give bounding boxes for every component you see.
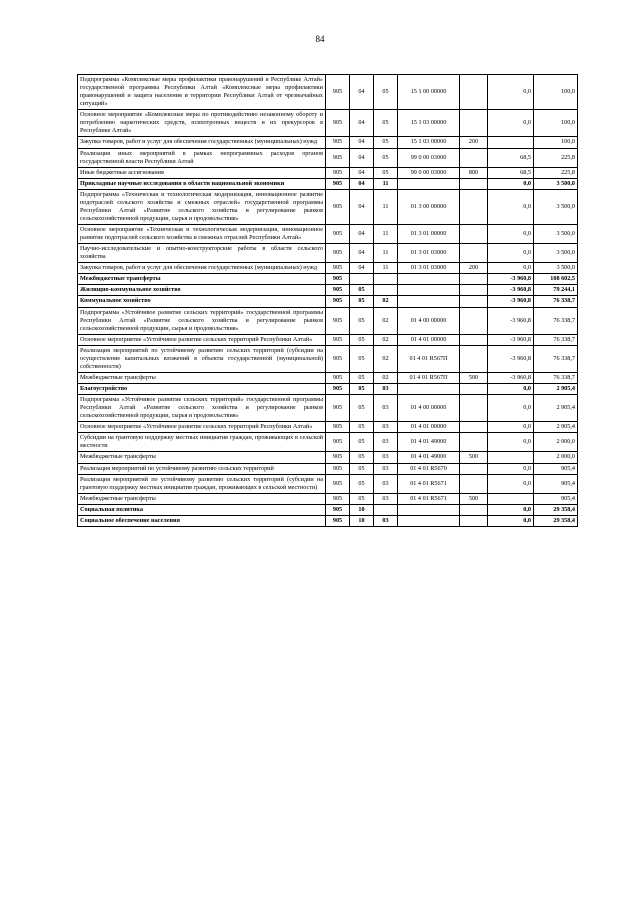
table-row	[78, 452, 578, 463]
row-section-code: 05	[350, 422, 374, 433]
row-change-amount: -3 960,8	[488, 307, 534, 334]
row-subsection-code: 05	[374, 110, 398, 137]
table-row	[78, 167, 578, 178]
row-total-amount: 3 500,0	[534, 244, 578, 263]
row-expense-type: 200	[460, 263, 488, 274]
row-name: Социальная политика	[78, 504, 326, 515]
row-target-article	[398, 274, 460, 285]
row-name: Межбюджетные трансферты	[78, 274, 326, 285]
budget-table	[77, 74, 578, 527]
table-row	[78, 178, 578, 189]
row-section-code: 05	[350, 345, 374, 372]
row-total-amount: 905,4	[534, 493, 578, 504]
row-subsection-code: 03	[374, 515, 398, 526]
row-name: Подпрограмма «Устойчивое развитие сельских территорий» государственной программы Республики Алтай «Развитие сельского хозяйства и регулирование рынков сельскохозяйственной продукции, сырья и продовольствия»	[78, 307, 326, 334]
row-grbs-code: 905	[326, 274, 350, 285]
row-name: Коммунальное хозяйство	[78, 296, 326, 307]
row-target-article: 01 3 01 03000	[398, 244, 460, 263]
row-expense-type	[460, 463, 488, 474]
row-total-amount: 76 338,7	[534, 334, 578, 345]
row-total-amount: 76 338,7	[534, 345, 578, 372]
row-target-article	[398, 384, 460, 395]
row-target-article	[398, 285, 460, 296]
row-subsection-code: 11	[374, 225, 398, 244]
row-subsection-code: 11	[374, 263, 398, 274]
row-total-amount: 76 338,7	[534, 296, 578, 307]
row-subsection-code: 03	[374, 493, 398, 504]
row-name: Подпрограмма «Комплексные меры профилактики правонарушений в Республике Алтай» государственной программы Республики Алтай «Комплексные меры профилактики правонарушений и защита населения и территории Республики Алтай от чрезвычайных ситуаций»	[78, 75, 326, 110]
row-expense-type	[460, 296, 488, 307]
row-subsection-code: 11	[374, 178, 398, 189]
row-total-amount: 79 244,1	[534, 285, 578, 296]
row-subsection-code	[374, 274, 398, 285]
row-section-code: 05	[350, 474, 374, 493]
table-row	[78, 274, 578, 285]
row-expense-type: 200	[460, 137, 488, 148]
row-expense-type	[460, 334, 488, 345]
row-expense-type: 500	[460, 493, 488, 504]
table-row	[78, 285, 578, 296]
row-target-article: 01 4 00 00000	[398, 395, 460, 422]
table-row	[78, 148, 578, 167]
table-row	[78, 225, 578, 244]
page-number: 84	[315, 34, 325, 44]
row-subsection-code	[374, 504, 398, 515]
row-change-amount: 68,5	[488, 148, 534, 167]
row-name: Основное мероприятие «Комплексные меры по противодействию незаконному обороту и потреблению наркотических средств, психотропных веществ и их прекурсоров в Республике Алтай»	[78, 110, 326, 137]
row-change-amount: 0,0	[488, 110, 534, 137]
row-section-code: 05	[350, 395, 374, 422]
row-change-amount: 0,0	[488, 263, 534, 274]
row-change-amount	[488, 137, 534, 148]
row-expense-type	[460, 189, 488, 224]
row-target-article: 01 4 01 R567П	[398, 372, 460, 383]
row-target-article: 01 3 01 00000	[398, 225, 460, 244]
row-subsection-code: 02	[374, 372, 398, 383]
row-expense-type	[460, 433, 488, 452]
row-expense-type	[460, 474, 488, 493]
row-section-code: 04	[350, 110, 374, 137]
row-section-code: 10	[350, 504, 374, 515]
row-subsection-code: 05	[374, 75, 398, 110]
row-target-article: 01 4 01 R5670	[398, 463, 460, 474]
table-row	[78, 493, 578, 504]
row-total-amount: 3 500,0	[534, 178, 578, 189]
row-change-amount: 0,0	[488, 463, 534, 474]
row-section-code: 04	[350, 178, 374, 189]
row-change-amount: -3 960,8	[488, 334, 534, 345]
row-change-amount: -3 960,8	[488, 372, 534, 383]
row-name: Прикладные научные исследования в области национальной экономики	[78, 178, 326, 189]
table-row	[78, 307, 578, 334]
table-row	[78, 334, 578, 345]
row-target-article: 01 4 01 R567П	[398, 345, 460, 372]
row-section-code	[350, 274, 374, 285]
table-row	[78, 110, 578, 137]
row-total-amount: 2 000,0	[534, 452, 578, 463]
row-total-amount: 2 905,4	[534, 422, 578, 433]
row-total-amount: 3 500,0	[534, 263, 578, 274]
row-expense-type	[460, 515, 488, 526]
row-section-code: 05	[350, 285, 374, 296]
table-row	[78, 463, 578, 474]
row-grbs-code: 905	[326, 148, 350, 167]
row-total-amount: 905,4	[534, 474, 578, 493]
row-total-amount: 2 000,0	[534, 433, 578, 452]
row-total-amount: 76 338,7	[534, 307, 578, 334]
row-target-article	[398, 296, 460, 307]
row-target-article: 15 1 00 00000	[398, 75, 460, 110]
row-target-article: 01 3 01 03000	[398, 263, 460, 274]
row-name: Социальное обеспечение населения	[78, 515, 326, 526]
row-target-article: 01 3 00 00000	[398, 189, 460, 224]
row-total-amount: 76 338,7	[534, 372, 578, 383]
row-grbs-code: 905	[326, 307, 350, 334]
table-row	[78, 189, 578, 224]
row-section-code: 05	[350, 307, 374, 334]
row-name: Основное мероприятие «Устойчивое развитие сельских территорий Республики Алтай»	[78, 334, 326, 345]
row-subsection-code: 03	[374, 422, 398, 433]
row-target-article: 01 4 01 R5671	[398, 493, 460, 504]
table-row	[78, 384, 578, 395]
row-grbs-code: 905	[326, 244, 350, 263]
row-total-amount: 100,0	[534, 75, 578, 110]
row-expense-type: 800	[460, 167, 488, 178]
row-subsection-code: 03	[374, 395, 398, 422]
row-name: Благоустройство	[78, 384, 326, 395]
row-grbs-code: 905	[326, 334, 350, 345]
row-grbs-code: 905	[326, 422, 350, 433]
table-row	[78, 474, 578, 493]
row-target-article: 01 4 01 00000	[398, 334, 460, 345]
row-name: Подпрограмма «Устойчивое развитие сельских территорий» государственной программы Республики Алтай «Развитие сельского хозяйства и регулирование рынков сельскохозяйственной продукции, сырья и продовольствия»	[78, 395, 326, 422]
row-target-article: 01 4 00 00000	[398, 307, 460, 334]
row-target-article: 01 4 01 R5671	[398, 474, 460, 493]
table-row	[78, 263, 578, 274]
row-name: Основное мероприятие «Устойчивое развитие сельских территорий Республики Алтай»	[78, 422, 326, 433]
row-change-amount: -3 960,8	[488, 345, 534, 372]
row-grbs-code: 905	[326, 493, 350, 504]
row-grbs-code: 905	[326, 189, 350, 224]
row-change-amount	[488, 493, 534, 504]
row-grbs-code: 905	[326, 285, 350, 296]
row-change-amount: 0,0	[488, 384, 534, 395]
table-row	[78, 515, 578, 526]
row-section-code: 04	[350, 189, 374, 224]
row-expense-type	[460, 422, 488, 433]
row-subsection-code: 02	[374, 334, 398, 345]
row-grbs-code: 905	[326, 463, 350, 474]
row-total-amount: 29 358,4	[534, 515, 578, 526]
row-grbs-code: 905	[326, 137, 350, 148]
row-subsection-code: 05	[374, 137, 398, 148]
row-grbs-code: 905	[326, 110, 350, 137]
row-change-amount: 0,0	[488, 244, 534, 263]
row-change-amount: -3 960,8	[488, 274, 534, 285]
row-target-article	[398, 178, 460, 189]
row-section-code: 05	[350, 452, 374, 463]
row-name: Жилищно-коммунальное хозяйство	[78, 285, 326, 296]
row-subsection-code: 03	[374, 452, 398, 463]
row-total-amount: 108 602,5	[534, 274, 578, 285]
row-subsection-code: 05	[374, 148, 398, 167]
row-section-code: 05	[350, 463, 374, 474]
row-target-article: 15 1 03 00000	[398, 110, 460, 137]
row-name: Межбюджетные трансферты	[78, 452, 326, 463]
row-section-code: 04	[350, 167, 374, 178]
row-section-code: 05	[350, 433, 374, 452]
row-expense-type	[460, 395, 488, 422]
row-expense-type	[460, 225, 488, 244]
row-target-article	[398, 504, 460, 515]
row-subsection-code: 05	[374, 167, 398, 178]
row-target-article: 01 4 01 49000	[398, 452, 460, 463]
row-grbs-code: 905	[326, 178, 350, 189]
row-subsection-code: 11	[374, 189, 398, 224]
row-name: Субсидии на грантовую поддержку местных инициатив граждан, проживающих в сельской местности	[78, 433, 326, 452]
row-expense-type: 500	[460, 372, 488, 383]
row-name: Иные бюджетные ассигнования	[78, 167, 326, 178]
budget-table-body	[78, 75, 578, 527]
row-subsection-code	[374, 285, 398, 296]
row-section-code: 04	[350, 263, 374, 274]
row-grbs-code: 905	[326, 504, 350, 515]
row-change-amount: 0,0	[488, 178, 534, 189]
row-grbs-code: 905	[326, 75, 350, 110]
row-subsection-code: 02	[374, 307, 398, 334]
table-row	[78, 296, 578, 307]
row-subsection-code: 03	[374, 463, 398, 474]
row-subsection-code: 03	[374, 433, 398, 452]
row-total-amount: 29 358,4	[534, 504, 578, 515]
row-section-code: 05	[350, 334, 374, 345]
row-name: Закупка товаров, работ и услуг для обеспечения государственных (муниципальных) нужд	[78, 263, 326, 274]
row-expense-type	[460, 504, 488, 515]
row-section-code: 04	[350, 75, 374, 110]
row-expense-type	[460, 75, 488, 110]
row-expense-type	[460, 345, 488, 372]
row-target-article: 99 0 00 03000	[398, 167, 460, 178]
row-change-amount: 0,0	[488, 189, 534, 224]
row-total-amount: 100,0	[534, 110, 578, 137]
row-grbs-code: 905	[326, 345, 350, 372]
row-target-article: 15 1 03 00000	[398, 137, 460, 148]
row-subsection-code: 02	[374, 345, 398, 372]
row-grbs-code: 905	[326, 474, 350, 493]
row-section-code: 05	[350, 384, 374, 395]
row-name: Научно-исследовательские и опытно-конструкторские работы в области сельского хозяйства	[78, 244, 326, 263]
row-subsection-code: 03	[374, 384, 398, 395]
row-change-amount: 0,0	[488, 422, 534, 433]
row-target-article: 99 0 00 03000	[398, 148, 460, 167]
table-row	[78, 504, 578, 515]
row-section-code: 04	[350, 225, 374, 244]
row-expense-type	[460, 110, 488, 137]
table-row	[78, 137, 578, 148]
row-section-code: 05	[350, 493, 374, 504]
row-change-amount: 0,0	[488, 504, 534, 515]
row-expense-type	[460, 148, 488, 167]
row-grbs-code: 905	[326, 515, 350, 526]
row-total-amount: 2 905,4	[534, 395, 578, 422]
row-expense-type	[460, 307, 488, 334]
row-section-code: 04	[350, 148, 374, 167]
row-grbs-code: 905	[326, 225, 350, 244]
row-total-amount: 905,4	[534, 463, 578, 474]
row-total-amount: 225,8	[534, 148, 578, 167]
row-grbs-code: 905	[326, 296, 350, 307]
row-name: Реализация мероприятий по устойчивому развитию сельских территорий (субсидии на грантовую поддержку местных инициатив граждан, проживающих в сельской местности)	[78, 474, 326, 493]
row-expense-type	[460, 384, 488, 395]
row-name: Реализация иных мероприятий в рамках непрограммных расходов органов государственной власти Республики Алтай	[78, 148, 326, 167]
row-subsection-code: 02	[374, 296, 398, 307]
row-grbs-code: 905	[326, 395, 350, 422]
row-grbs-code: 905	[326, 263, 350, 274]
row-section-code: 05	[350, 296, 374, 307]
row-change-amount: -3 960,8	[488, 285, 534, 296]
row-section-code: 04	[350, 244, 374, 263]
row-change-amount: 0,0	[488, 75, 534, 110]
table-row	[78, 395, 578, 422]
row-section-code: 04	[350, 137, 374, 148]
row-name: Межбюджетные трансферты	[78, 493, 326, 504]
row-name: Реализация мероприятий по устойчивому развитию сельских территорий	[78, 463, 326, 474]
row-expense-type	[460, 178, 488, 189]
table-row	[78, 244, 578, 263]
row-name: Основное мероприятие «Техническая и технологическая модернизация, инновационное развитие подотраслей сельского хозяйства и смежных отраслей Республики Алтай»	[78, 225, 326, 244]
row-expense-type	[460, 274, 488, 285]
row-expense-type: 500	[460, 452, 488, 463]
table-row	[78, 372, 578, 383]
row-name: Подпрограмма «Техническая и технологическая модернизация, инновационное развитие подотраслей сельского хозяйства и смежных отраслей» государственной программы Республики Алтай «Развитие сельского хозяйства и регулирование рынков сельскохозяйственной продукции, сырья и продовольствия»	[78, 189, 326, 224]
row-name: Закупка товаров, работ и услуг для обеспечения государственных (муниципальных) нужд	[78, 137, 326, 148]
row-name: Межбюджетные трансферты	[78, 372, 326, 383]
row-change-amount: 0,0	[488, 515, 534, 526]
row-grbs-code: 905	[326, 452, 350, 463]
row-subsection-code: 03	[374, 474, 398, 493]
row-grbs-code: 905	[326, 372, 350, 383]
row-grbs-code: 905	[326, 384, 350, 395]
row-total-amount: 2 905,4	[534, 384, 578, 395]
row-change-amount: 0,0	[488, 225, 534, 244]
row-total-amount: 225,8	[534, 167, 578, 178]
row-change-amount: -3 960,8	[488, 296, 534, 307]
row-grbs-code: 905	[326, 167, 350, 178]
row-change-amount: 0,0	[488, 433, 534, 452]
row-change-amount	[488, 452, 534, 463]
row-total-amount: 100,0	[534, 137, 578, 148]
table-row	[78, 75, 578, 110]
row-subsection-code: 11	[374, 244, 398, 263]
row-target-article: 01 4 01 00000	[398, 422, 460, 433]
row-change-amount: 0,0	[488, 474, 534, 493]
row-change-amount: 68,5	[488, 167, 534, 178]
row-target-article	[398, 515, 460, 526]
row-section-code: 05	[350, 372, 374, 383]
row-target-article: 01 4 01 49000	[398, 433, 460, 452]
row-total-amount: 3 500,0	[534, 189, 578, 224]
row-section-code: 10	[350, 515, 374, 526]
row-expense-type	[460, 244, 488, 263]
row-expense-type	[460, 285, 488, 296]
table-row	[78, 422, 578, 433]
row-total-amount: 3 500,0	[534, 225, 578, 244]
table-row	[78, 345, 578, 372]
row-change-amount: 0,0	[488, 395, 534, 422]
row-grbs-code: 905	[326, 433, 350, 452]
table-row	[78, 433, 578, 452]
row-name: Реализация мероприятий по устойчивому развитию сельских территорий (субсидии на осуществление капитальных вложений в объекты государственной (муниципальной) собственности)	[78, 345, 326, 372]
